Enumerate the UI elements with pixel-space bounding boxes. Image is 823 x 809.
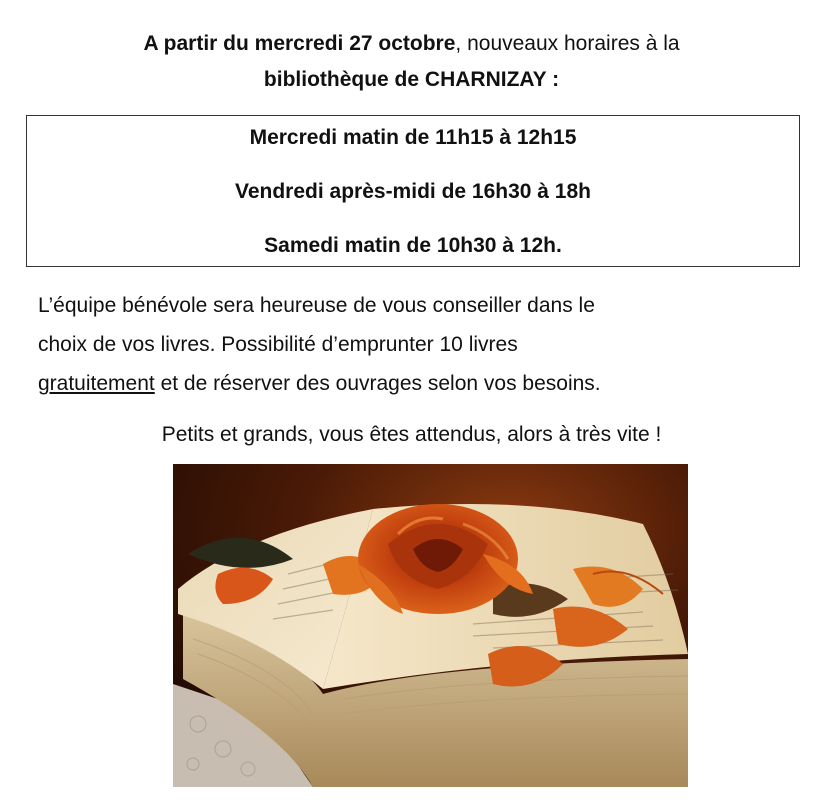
info-line-2: choix de vos livres. Possibilité d’emprunter 10 livres bbox=[38, 333, 518, 356]
announcement-line-2 bbox=[0, 62, 823, 98]
info-paragraph bbox=[38, 286, 798, 403]
schedule-saturday: Samedi matin de 10h30 à 12h. bbox=[264, 234, 562, 257]
announcement-heading bbox=[0, 26, 823, 98]
announcement-line-1 bbox=[0, 26, 823, 62]
free-emphasis: gratuitement bbox=[38, 372, 155, 395]
book-rose-photo bbox=[173, 464, 688, 787]
info-line-1: L’équipe bénévole sera heureuse de vous conseiller dans le bbox=[38, 294, 595, 317]
schedule-wednesday: Mercredi matin de 11h15 à 12h15 bbox=[249, 126, 577, 149]
info-line-3 bbox=[38, 364, 798, 403]
info-line-3-rest: et de réserver des ouvrages selon vos besoins. bbox=[154, 372, 601, 395]
closing-message: Petits et grands, vous êtes attendus, alors à très vite ! bbox=[161, 423, 662, 446]
announcement-date: A partir du mercredi 27 octobre bbox=[143, 32, 456, 55]
schedule-friday: Vendredi après-midi de 16h30 à 18h bbox=[235, 180, 591, 203]
library-name: bibliothèque de CHARNIZAY : bbox=[263, 68, 560, 91]
opening-hours-box bbox=[26, 115, 800, 267]
announcement-intro: , nouveaux horaires à la bbox=[455, 32, 680, 55]
